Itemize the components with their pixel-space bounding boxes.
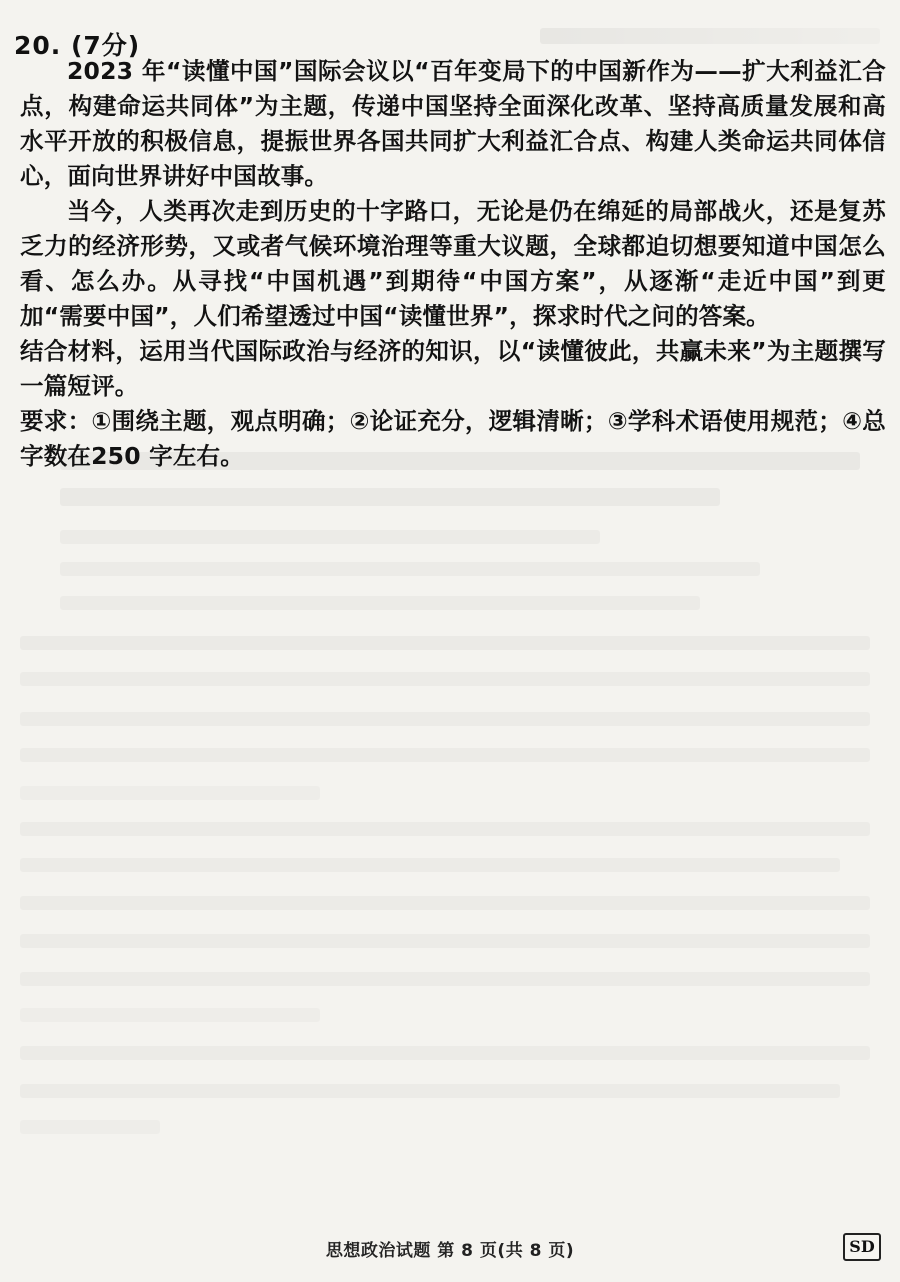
bleed-through-texture	[20, 1120, 160, 1134]
bleed-through-texture	[60, 596, 700, 610]
task-requirements: 要求：①围绕主题，观点明确；②论证充分，逻辑清晰；③学科术语使用规范；④总字数在250 字左右。	[20, 407, 886, 470]
bleed-through-texture	[60, 562, 760, 576]
bleed-through-texture	[60, 488, 720, 506]
bleed-through-texture	[20, 858, 840, 872]
bleed-through-texture	[20, 972, 870, 986]
bleed-through-texture	[60, 530, 600, 544]
sd-badge: SD	[843, 1233, 881, 1261]
material-paragraph-1: 2023 年“读懂中国”国际会议以“百年变局下的中国新作为——扩大利益汇合点，构建命运共同体”为主题，传递中国坚持全面深化改革、坚持高质量发展和高水平开放的积极信息，提振世界各国共同扩大利益汇合点、构建人类命运共同体信心，面向世界讲好中国故事。	[20, 57, 886, 190]
bleed-through-texture	[20, 896, 870, 910]
bleed-through-texture	[20, 786, 320, 800]
question-body	[20, 54, 886, 474]
page-footer: 思想政治试题 第 8 页(共 8 页)	[325, 1241, 575, 1261]
task-prompt: 结合材料，运用当代国际政治与经济的知识，以“读懂彼此，共赢未来”为主题撰写一篇短评。	[20, 337, 886, 400]
material-paragraph-2: 当今，人类再次走到历史的十字路口，无论是仍在绵延的局部战火，还是复苏乏力的经济形势，又或者气候环境治理等重大议题，全球都迫切想要知道中国怎么看、怎么办。从寻找“中国机遇”到期待“中国方案”，从逐渐“走近中国”到更加“需要中国”，人们希望透过中国“读懂世界”，探求时代之问的答案。	[20, 197, 886, 330]
bleed-through-texture	[20, 1084, 840, 1098]
bleed-through-texture	[20, 712, 870, 726]
question-number: 20. (7分)	[14, 31, 141, 60]
bleed-through-texture	[20, 1008, 320, 1022]
bleed-through-texture	[20, 636, 870, 650]
bleed-through-texture	[540, 28, 880, 44]
bleed-through-texture	[20, 1046, 870, 1060]
bleed-through-texture	[20, 748, 870, 762]
bleed-through-texture	[20, 934, 870, 948]
bleed-through-texture	[20, 822, 870, 836]
bleed-through-texture	[20, 672, 870, 686]
